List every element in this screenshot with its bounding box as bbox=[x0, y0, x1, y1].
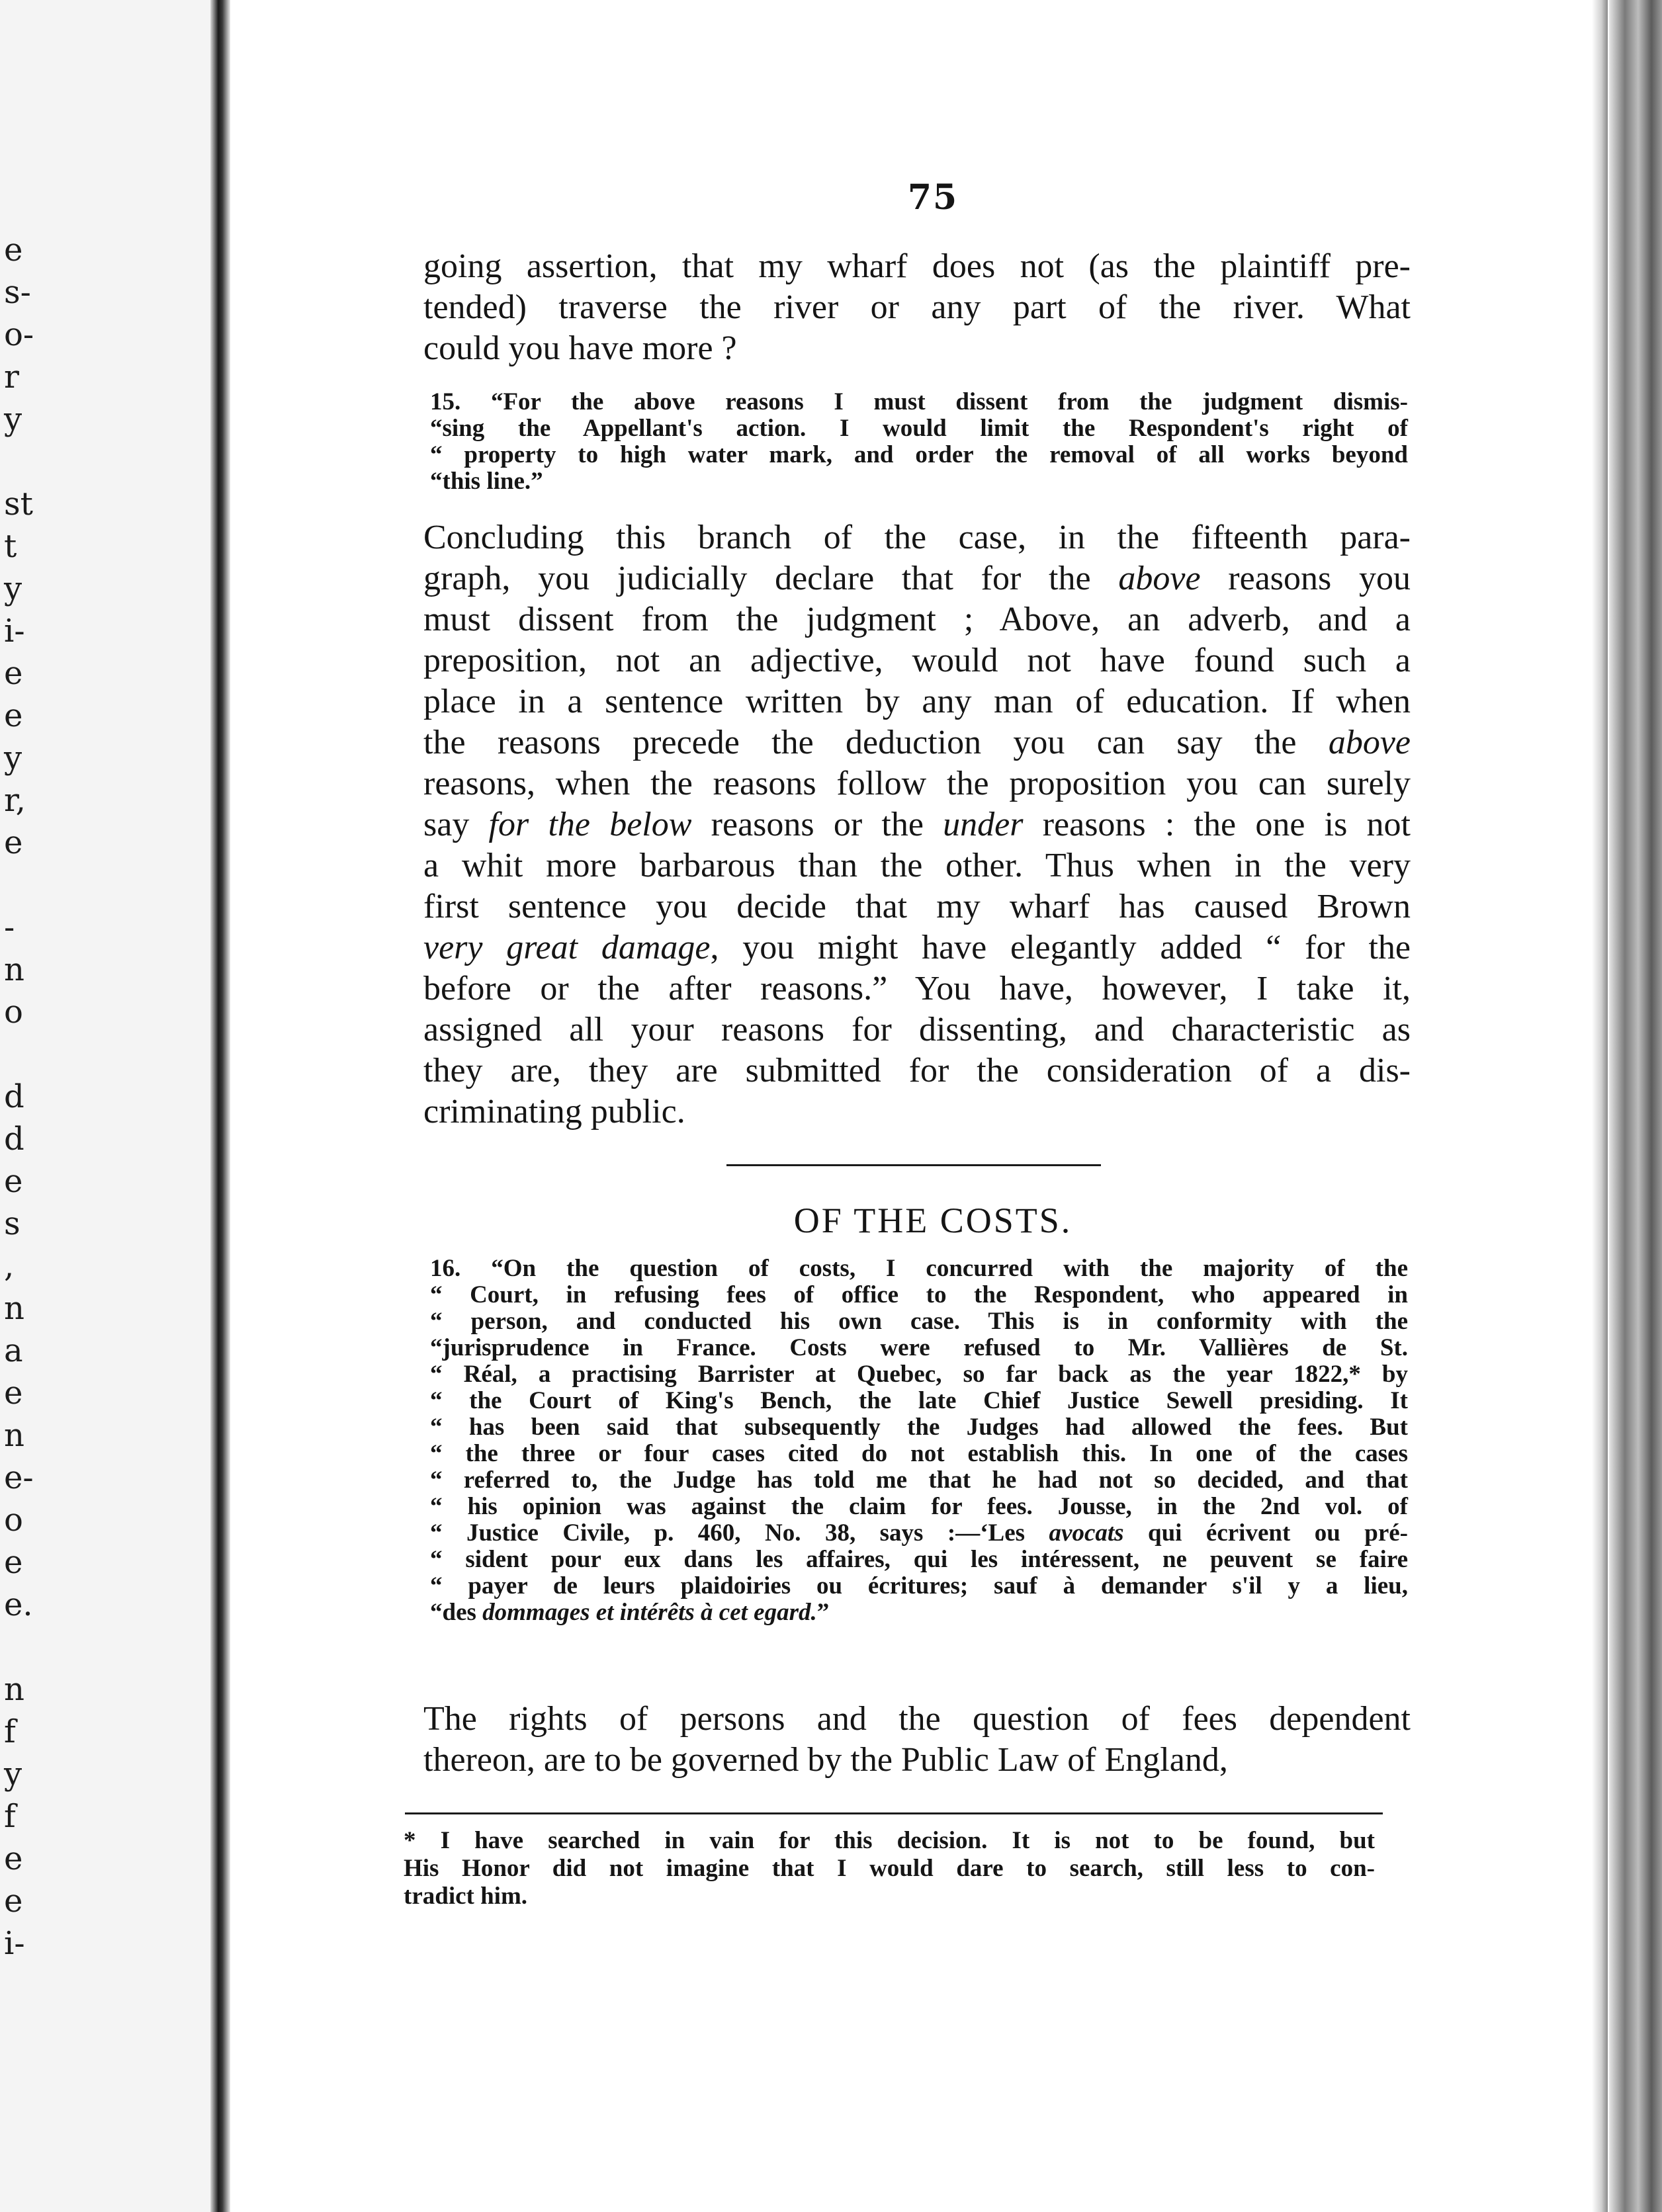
text-line bbox=[430, 1255, 1408, 1282]
text-segment: they are, they are submitted for the consideration of a dis- bbox=[423, 1052, 1411, 1089]
margin-letter: d bbox=[4, 1078, 24, 1115]
text-segment: “jurisprudence in France. Costs were refused to Mr. Vallières de St. bbox=[430, 1334, 1408, 1361]
text-line bbox=[430, 1388, 1408, 1414]
text-segment: criminating public. bbox=[423, 1093, 685, 1130]
text-segment: reasons you bbox=[1200, 560, 1411, 597]
italic-text: dommages et intérêts à cet egard. bbox=[482, 1599, 817, 1626]
italic-text: very great damage bbox=[423, 929, 711, 966]
text-segment: 16. “On the question of costs, I concurred with the majority of the bbox=[430, 1255, 1408, 1282]
text-line bbox=[423, 722, 1411, 763]
page-number: 75 bbox=[907, 177, 959, 218]
quote-paragraph-15 bbox=[430, 389, 1408, 495]
text-line bbox=[430, 1441, 1408, 1467]
text-line: tradict him. bbox=[404, 1883, 528, 1910]
margin-letter: st bbox=[4, 486, 33, 523]
margin-letter: n bbox=[4, 1417, 24, 1454]
text-line bbox=[423, 763, 1411, 804]
text-line bbox=[430, 1308, 1408, 1335]
margin-letter: d bbox=[4, 1121, 24, 1158]
margin-letter: o bbox=[4, 994, 23, 1031]
margin-letter: y bbox=[4, 570, 22, 607]
text-segment: , you might have elegantly added “ for the bbox=[710, 929, 1411, 966]
text-segment: graph, you judicially declare that for the bbox=[423, 560, 1119, 597]
margin-letter: n bbox=[4, 951, 24, 988]
text-segment: “ Réal, a practising Barrister at Quebec, so far back as the year 1822,* by bbox=[430, 1361, 1408, 1388]
margin-letter: r bbox=[4, 359, 19, 396]
section-heading: OF THE COSTS. bbox=[793, 1201, 1072, 1240]
text-line bbox=[423, 517, 1411, 558]
text-line bbox=[430, 1467, 1408, 1494]
section-divider bbox=[726, 1164, 1101, 1166]
italic-text: for the below bbox=[488, 806, 692, 843]
text-line bbox=[423, 1050, 1411, 1091]
text-segment: “ Court, in refusing fees of office to the Respondent, who appeared in bbox=[430, 1281, 1408, 1308]
text-line: “this line.” bbox=[430, 468, 543, 495]
italic-text: above bbox=[1118, 560, 1201, 597]
text-line: 15. “For the above reasons I must dissent from the judgment dismis- bbox=[430, 388, 1408, 415]
text-line bbox=[423, 845, 1411, 886]
text-line bbox=[430, 1414, 1408, 1441]
quote-paragraph-16 bbox=[430, 1255, 1408, 1626]
text-segment: first sentence you decide that my wharf has caused Brown bbox=[423, 888, 1411, 925]
margin-letter: o- bbox=[4, 316, 34, 353]
margin-letter: - bbox=[4, 909, 15, 946]
text-segment: a whit more barbarous than the other. Thus when in the very bbox=[423, 847, 1411, 884]
margin-letter: y bbox=[4, 401, 22, 438]
text-segment: preposition, not an adjective, would not have found such a bbox=[423, 642, 1411, 679]
text-line: going assertion, that my wharf does not (as the plaintiff pre- bbox=[423, 247, 1411, 285]
margin-letter: e- bbox=[4, 1459, 34, 1496]
text-segment: “ has been said that subsequently the Judges had allowed the fees. But bbox=[430, 1414, 1408, 1441]
text-segment: must dissent from the judgment ; Above, an adverb, and a bbox=[423, 601, 1411, 638]
text-line bbox=[430, 1599, 1408, 1626]
margin-letter: e bbox=[4, 824, 23, 861]
margin-letter: f bbox=[4, 1798, 16, 1835]
page-right-edge bbox=[1609, 0, 1662, 2212]
text-line bbox=[430, 1547, 1408, 1573]
text-line: * I have searched in vain for this decision. It is not to be found, but bbox=[404, 1827, 1375, 1854]
margin-letter: e bbox=[4, 1375, 23, 1412]
text-line bbox=[423, 681, 1411, 722]
text-segment: reasons : the one is not bbox=[1023, 806, 1411, 843]
text-line: thereon, are to be governed by the Public Law of England, bbox=[423, 1741, 1228, 1779]
margin-letter: e bbox=[4, 1163, 23, 1200]
margin-letter: y bbox=[4, 740, 22, 777]
text-line bbox=[430, 1361, 1408, 1388]
text-line: His Honor did not imagine that I would dare to search, still less to con- bbox=[404, 1855, 1375, 1882]
margin-letter: i- bbox=[4, 1925, 25, 1962]
margin-letter: f bbox=[4, 1713, 16, 1750]
margin-letter: a bbox=[4, 1332, 23, 1369]
text-segment: “ his opinion was against the claim for fees. Jousse, in the 2nd vol. of bbox=[430, 1493, 1408, 1520]
text-line bbox=[423, 968, 1411, 1009]
italic-text: above bbox=[1328, 724, 1411, 761]
margin-letter: s bbox=[4, 1205, 21, 1242]
text-segment: “ payer de leurs plaidoiries ou écritures; sauf à demander s'il y a lieu, bbox=[430, 1572, 1408, 1599]
margin-letter: t bbox=[4, 528, 17, 565]
text-segment: “ Justice Civile, p. 460, No. 38, says :—‘Les bbox=[430, 1519, 1049, 1547]
paragraph-1 bbox=[423, 246, 1411, 369]
text-line: could you have more ? bbox=[423, 329, 737, 367]
text-segment: “des bbox=[430, 1599, 483, 1626]
text-line bbox=[430, 1282, 1408, 1308]
text-segment: place in a sentence written by any man of education. If when bbox=[423, 683, 1411, 720]
margin-letter: y bbox=[4, 1756, 22, 1793]
footnote-divider bbox=[405, 1812, 1383, 1814]
text-line bbox=[423, 1009, 1411, 1050]
text-line: “ property to high water mark, and order the removal of all works beyond bbox=[430, 441, 1408, 468]
text-segment: Concluding this branch of the case, in the fifteenth para- bbox=[423, 519, 1411, 556]
text-segment: say bbox=[423, 806, 489, 843]
margin-letter: , bbox=[4, 1248, 15, 1285]
margin-letter: e bbox=[4, 655, 23, 692]
italic-text: under bbox=[943, 806, 1024, 843]
text-segment: reasons or the bbox=[691, 806, 943, 843]
text-segment: assigned all your reasons for dissenting, and characteristic as bbox=[423, 1011, 1411, 1048]
text-segment: the reasons precede the deduction you can say the bbox=[423, 724, 1329, 761]
text-line: “sing the Appellant's action. I would limit the Respondent's right of bbox=[430, 415, 1408, 442]
text-segment: “ referred to, the Judge has told me that he had not so decided, and that bbox=[430, 1467, 1408, 1494]
text-segment: reasons, when the reasons follow the proposition you can surely bbox=[423, 765, 1411, 802]
margin-letter: n bbox=[4, 1671, 24, 1708]
text-line: tended) traverse the river or any part of the river. What bbox=[423, 288, 1411, 326]
margin-letter: e bbox=[4, 232, 23, 269]
margin-letter: e bbox=[4, 697, 23, 734]
text-line bbox=[430, 1494, 1408, 1520]
text-line: The rights of persons and the question of fees dependent bbox=[423, 1700, 1411, 1738]
text-line bbox=[423, 558, 1411, 599]
margin-letter: s- bbox=[4, 274, 31, 311]
text-line bbox=[423, 599, 1411, 640]
footnote bbox=[404, 1827, 1375, 1910]
margin-letter: e bbox=[4, 1840, 23, 1877]
italic-text: avocats bbox=[1049, 1519, 1124, 1547]
text-segment: “ the Court of King's Bench, the late Chief Justice Sewell presiding. It bbox=[430, 1387, 1408, 1414]
text-segment: “ the three or four cases cited do not establish this. In one of the cases bbox=[430, 1440, 1408, 1467]
text-line bbox=[430, 1573, 1408, 1599]
margin-letter: n bbox=[4, 1290, 24, 1327]
margin-letter: e bbox=[4, 1883, 23, 1920]
margin-letter: i- bbox=[4, 613, 25, 650]
text-line bbox=[430, 1335, 1408, 1361]
text-segment: before or the after reasons.” You have, however, I take it, bbox=[423, 970, 1411, 1007]
text-segment: “ person, and conducted his own case. This is in conformity with the bbox=[430, 1308, 1408, 1335]
text-line bbox=[423, 1091, 1411, 1132]
text-line bbox=[423, 927, 1411, 968]
paragraph-2 bbox=[423, 517, 1411, 1132]
text-segment: qui écrivent ou pré- bbox=[1123, 1519, 1408, 1547]
text-segment: ” bbox=[816, 1599, 830, 1626]
text-line bbox=[423, 886, 1411, 927]
margin-letter: o bbox=[4, 1502, 23, 1539]
margin-letter: e bbox=[4, 1544, 23, 1581]
text-line bbox=[423, 640, 1411, 681]
text-segment: “ sident pour eux dans les affaires, qui les intéressent, ne peuvent se faire bbox=[430, 1546, 1408, 1573]
margin-letter: r, bbox=[4, 782, 26, 819]
page-gutter bbox=[210, 0, 230, 2212]
paragraph-3 bbox=[423, 1699, 1411, 1781]
text-line bbox=[430, 1520, 1408, 1547]
margin-letter: e. bbox=[4, 1586, 33, 1623]
page-edge-shadow bbox=[1592, 0, 1608, 2212]
text-line bbox=[423, 804, 1411, 845]
